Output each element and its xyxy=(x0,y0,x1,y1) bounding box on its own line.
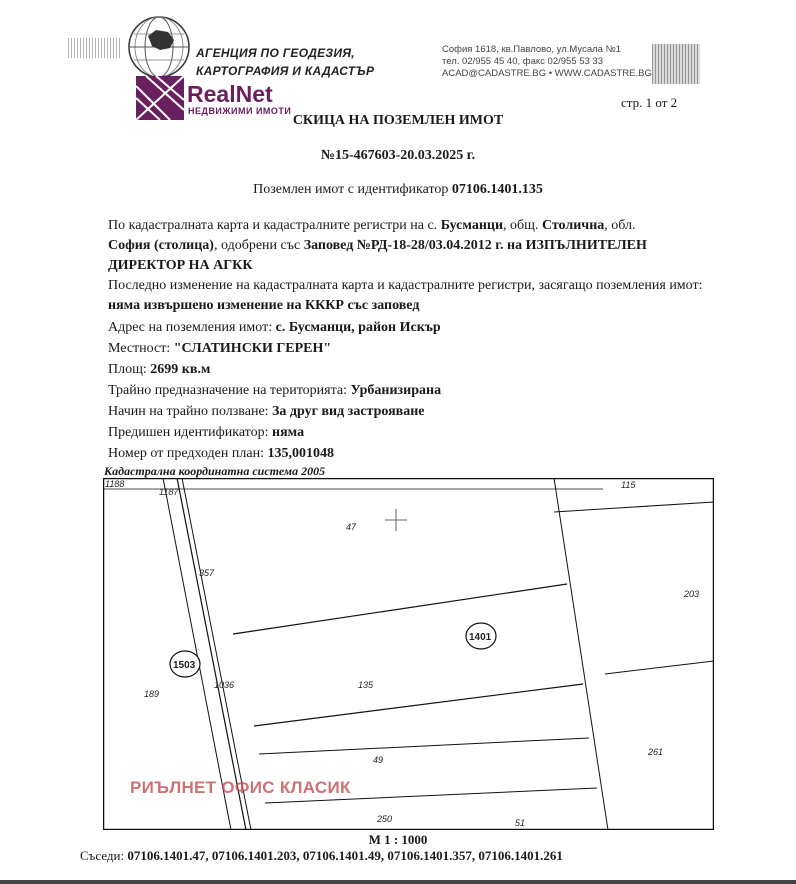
parcel-label: 250 xyxy=(377,814,393,824)
globe-map-icon xyxy=(126,14,192,80)
field-label: Трайно предназначение на територията: xyxy=(108,383,351,398)
identifier-value: 07106.1401.135 xyxy=(451,182,543,197)
identifier-line xyxy=(0,182,796,198)
parcel-label: 135 xyxy=(358,680,374,690)
realnet-subtitle: НЕДВИЖИМИ ИМОТИ xyxy=(188,106,292,116)
field-label: Местност: xyxy=(108,341,174,356)
map-label: Кадастрална координатна система 2005 xyxy=(104,464,326,478)
last-change-value: няма извършено изменение на КККР със заповед xyxy=(108,298,420,313)
approval-text-3: , обл. xyxy=(604,218,636,233)
neighbors-value: 07106.1401.47, 07106.1401.203, 07106.1401.49, 07106.1401.357, 07106.1401.261 xyxy=(127,848,563,863)
page-number: стр. 1 от 2 xyxy=(621,95,678,110)
parcel-label: 261 xyxy=(648,747,664,757)
neighbors-line xyxy=(80,848,563,864)
document-title: СКИЦА НА ПОЗЕМЛЕН ИМОТ xyxy=(292,113,504,128)
agency-line2: КАРТОГРАФИЯ И КАДАСТЪР xyxy=(196,64,375,78)
property-field xyxy=(108,338,718,359)
village-name: Бусманци xyxy=(440,218,504,233)
scan-noise-right xyxy=(652,44,700,84)
parcel-label: 357 xyxy=(199,568,215,578)
field-value: "СЛАТИНСКИ ГЕРЕН" xyxy=(173,341,332,356)
parcel-label-1401: 1401 xyxy=(469,632,492,643)
property-fields xyxy=(108,317,718,464)
parcel-label: 189 xyxy=(144,689,160,699)
field-label: Площ: xyxy=(108,362,151,377)
field-label: Номер от предходен план: xyxy=(108,446,268,461)
property-field xyxy=(108,422,718,443)
parcel-label: 1036 xyxy=(214,680,235,690)
agency-line1: АГЕНЦИЯ ПО ГЕОДЕЗИЯ, xyxy=(196,46,355,60)
property-field xyxy=(108,380,718,401)
map-scale: М 1 : 1000 xyxy=(368,832,428,847)
approval-text-2: , общ. xyxy=(503,218,542,233)
parcel-label: 1188 xyxy=(105,479,125,489)
last-change-paragraph xyxy=(108,276,718,316)
parcel-label: 203 xyxy=(684,589,700,599)
agency-name xyxy=(196,44,374,80)
field-label: Адрес на поземления имот: xyxy=(108,320,276,335)
field-value: 2699 кв.м xyxy=(150,362,211,377)
scan-noise-left xyxy=(68,38,122,58)
contact-address: София 1618, кв.Павлово, ул.Мусала №1 xyxy=(442,44,622,55)
region-name: София (столица) xyxy=(108,238,214,253)
document-number: №15-467603-20.03.2025 г. xyxy=(320,148,476,163)
realnet-name: RealNet xyxy=(187,81,273,107)
property-field xyxy=(108,359,718,380)
municipality-name: Столична xyxy=(541,218,605,233)
property-field xyxy=(108,317,718,338)
field-label: Начин на трайно ползване: xyxy=(108,404,273,419)
field-label: Предишен идентификатор: xyxy=(108,425,273,440)
property-field xyxy=(108,443,718,464)
watermark-text: РИЪЛНЕТ ОФИС КЛАСИК xyxy=(130,778,351,797)
parcel-label-1503: 1503 xyxy=(173,660,196,671)
field-value: с. Бусманци, район Искър xyxy=(275,320,441,335)
scan-bottom-edge xyxy=(0,880,796,884)
approval-paragraph xyxy=(108,216,718,276)
parcel-label: 49 xyxy=(373,755,384,765)
field-value: Урбанизирана xyxy=(350,383,442,398)
neighbors-label: Съседи: xyxy=(80,848,128,863)
last-change-label: Последно изменение на кадастралната карта и кадастралните регистри, засягащо поземления имот: xyxy=(108,278,703,293)
contact-phone: тел. 02/955 45 40, факс 02/955 53 33 xyxy=(442,56,604,67)
field-value: 135,001048 xyxy=(267,446,334,461)
approval-text-4: , одобрени със xyxy=(213,238,304,253)
agency-contact xyxy=(442,44,652,80)
approval-order: Заповед №РД-18-28/03.04.2012 г. на ИЗПЪЛНИТЕЛЕН ДИРЕКТОР НА АГКК xyxy=(108,238,647,273)
field-value: няма xyxy=(272,425,305,440)
field-value: За друг вид застрояване xyxy=(272,404,425,419)
parcel-label: 51 xyxy=(515,818,526,828)
contact-web: ACAD@CADASTRE.BG • WWW.CADASTRE.BG xyxy=(442,68,652,79)
identifier-label: Поземлен имот с идентификатор xyxy=(253,182,452,197)
parcel-label: 1187 xyxy=(159,487,179,497)
approval-text-1: По кадастралната карта и кадастралните регистри на с. xyxy=(108,218,441,233)
parcel-label: 47 xyxy=(346,522,357,532)
property-field xyxy=(108,401,718,422)
parcel-label: 115 xyxy=(621,480,636,490)
